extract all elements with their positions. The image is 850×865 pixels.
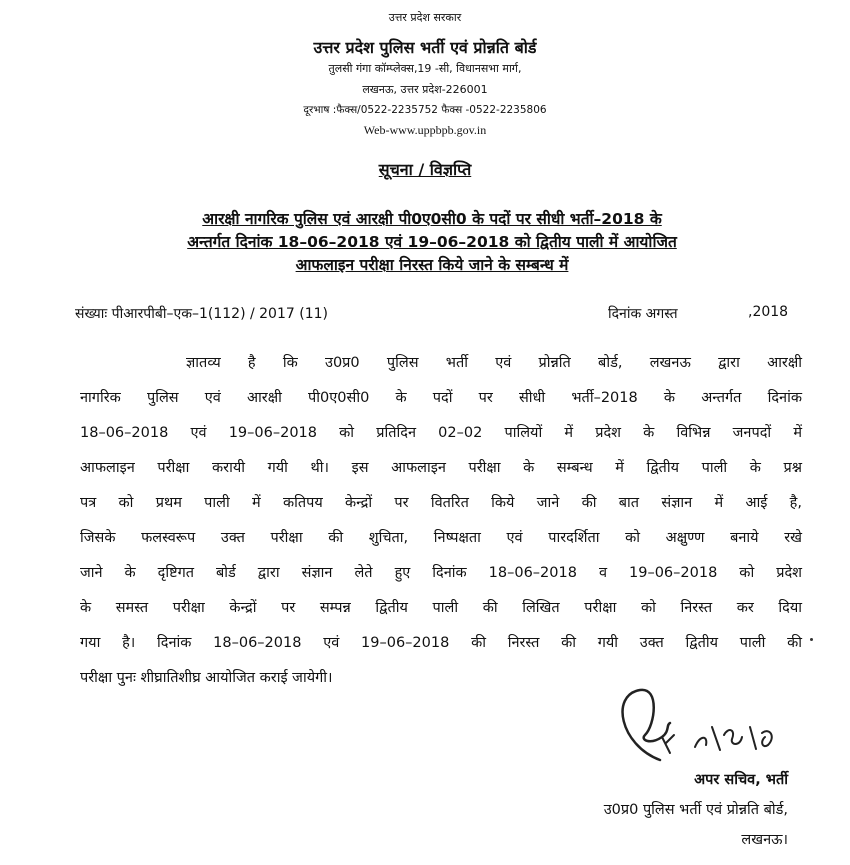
designation: अपर सचिव, भर्ती: [694, 772, 788, 788]
subject-line-3: आफलाइन परीक्षा निरस्त किये जाने के सम्बन्ध में: [295, 256, 569, 274]
body-line-7: जाने के दृष्टिगत बोर्ड द्वारा संज्ञान लेते हुए दिनांक 18–06–2018 व 19–06–2018 को प्रदेश: [80, 565, 802, 581]
subject-line-1: आरक्षी नागरिक पुलिस एवं आरक्षी पी0ए0सी0 के पदों पर सीधी भर्ती–2018 के: [202, 210, 662, 228]
stray-mark: [810, 638, 813, 641]
subject: [72, 208, 792, 277]
body-line-6: जिसके फलस्वरूप उक्त परीक्षा की शुचिता, निष्पक्षता एवं पारदर्शिता को अक्षुण्ण बनाये रखे: [80, 530, 802, 546]
notice-label: सूचना / विज्ञप्ति: [378, 160, 472, 179]
address-line-2: लखनऊ, उत्तर प्रदेश-226001: [362, 83, 488, 96]
body-line-3: 18–06–2018 एवं 19–06–2018 को प्रतिदिन 02–02 पालियों में प्रदेश के विभिन्न जनपदों में: [80, 425, 802, 441]
address-line-1: तुलसी गंगा कॉम्प्लेक्स,19 -सी, विधानसभा मार्ग,: [328, 62, 522, 75]
body-line-5: पत्र को प्रथम पाली में कतिपय केन्द्रों पर वितरित किये जाने की बात संज्ञान में आई है,: [80, 495, 802, 511]
reference-year: ,2018: [748, 304, 789, 320]
handwritten-signature: [600, 665, 800, 765]
subject-line-2: अन्तर्गत दिनांक 18–06–2018 एवं 19–06–2018 को द्वितीय पाली में आयोजित: [187, 233, 677, 251]
signature-block: [604, 765, 788, 855]
website: Web-www.uppbpb.gov.in: [363, 123, 487, 137]
body-line-2: नागरिक पुलिस एवं आरक्षी पी0ए0सी0 के पदों पर सीधी भर्ती–2018 के अन्तर्गत दिनांक: [80, 390, 802, 406]
city: लखनऊ।: [741, 832, 788, 848]
body-line-8: के समस्त परीक्षा केन्द्रों पर सम्पन्न द्वितीय पाली की लिखित परीक्षा को निरस्त कर दिया: [80, 600, 802, 616]
reference-number: संख्याः पीआरपीबी–एक–1(112) / 2017 (11): [75, 306, 328, 322]
notice-body: [80, 346, 802, 696]
body-line-10: परीक्षा पुनः शीघ्रातिशीघ्र आयोजित कराई जायेगी।: [80, 670, 333, 686]
board-name: उत्तर प्रदेश पुलिस भर्ती एवं प्रोन्नति बोर्ड: [313, 38, 537, 57]
body-line-9: गया है। दिनांक 18–06–2018 एवं 19–06–2018 की निरस्त की गयी उक्त द्वितीय पाली की: [80, 635, 802, 651]
body-line-1: ज्ञातव्य है कि उ0प्र0 पुलिस भर्ती एवं प्रोन्नति बोर्ड, लखनऊ द्वारा आरक्षी: [186, 355, 802, 371]
government-heading: उत्तर प्रदेश सरकार: [388, 11, 462, 24]
phone-fax: दूरभाष :फैक्स/0522-2235752 फैक्स -0522-2235806: [303, 104, 547, 116]
body-line-4: आफलाइन परीक्षा करायी गयी थी। इस आफलाइन परीक्षा के सम्बन्ध में द्वितीय पाली के प्रश्न: [80, 460, 802, 476]
organisation: उ0प्र0 पुलिस भर्ती एवं प्रोन्नति बोर्ड,: [603, 802, 788, 818]
reference-date-label: दिनांक अगस्त: [608, 306, 678, 322]
